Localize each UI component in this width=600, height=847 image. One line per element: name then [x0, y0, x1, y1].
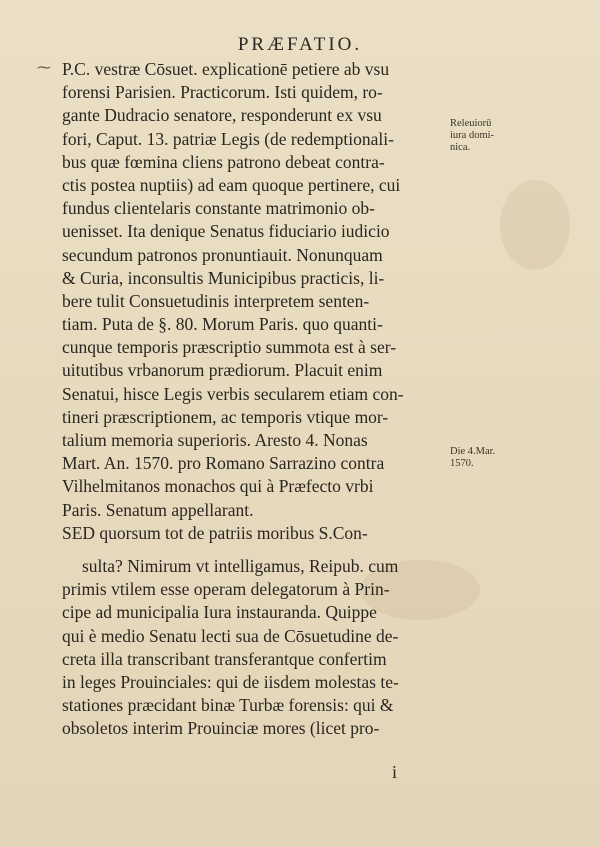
text-line: Senatui, hisce Legis verbis secularem etiam con- — [62, 383, 404, 404]
margin-mark: ⁓ — [37, 61, 51, 76]
text-line: primis vtilem esse operam delegatorum à Prin- — [62, 579, 390, 600]
running-head: PRÆFATIO. — [237, 34, 363, 55]
text-line: fundus clientelaris constante matrimonio ob- — [62, 198, 375, 219]
text-line — [62, 740, 442, 763]
text-line: creta illa transcribant transferantque confertim — [62, 648, 387, 669]
margin-note-line: Die 4.Mar. — [450, 446, 496, 457]
text-line: secundum patronos pronuntiauit. Nonunquam — [62, 244, 383, 265]
text-line: ctis postea nuptiis) ad eam quoque pertinere, cui — [62, 174, 401, 195]
margin-note-line: 1570. — [450, 458, 474, 469]
body-text — [62, 58, 442, 787]
margin-note — [450, 446, 520, 470]
text-line: fori, Caput. 13. patriæ Legis (de redemptionali- — [62, 128, 394, 149]
text-line: sulta? Nimirum vt intelligamus, Reipub. cum — [82, 555, 399, 576]
text-line: & Curia, inconsultis Municipibus practicis, li- — [62, 267, 385, 288]
signature-mark: i — [392, 762, 398, 782]
text-line: obsoletos interim Prouinciæ mores (licet pro- — [62, 718, 380, 739]
text-line: cunque temporis præscriptio summota est à ser- — [62, 337, 397, 358]
text-line: stationes præcidant binæ Turbæ forensis: qui & — [62, 695, 394, 716]
margin-note-line: nica. — [450, 142, 471, 153]
text-line: cipe ad municipalia Iura instauranda. Quippe — [62, 602, 377, 623]
text-line: Vilhelmitanos monachos qui à Præfecto vrbi — [62, 476, 374, 497]
text-line: tiam. Puta de §. 80. Morum Paris. quo quanti- — [62, 314, 383, 335]
text-line: forensi Parisien. Practicorum. Isti quidem, ro- — [62, 82, 383, 103]
text-line: talium memoria superioris. Aresto 4. Nonas — [62, 430, 368, 450]
text-line: gante Dudracio senatore, responderunt ex vsu — [62, 105, 382, 126]
page-stain — [500, 180, 570, 270]
text-line: uitutibus vrbanorum prædiorum. Placuit enim — [62, 360, 383, 381]
margin-note — [450, 118, 520, 154]
text-line: uenisset. Ita denique Senatus fiduciario iudicio — [62, 221, 390, 242]
text-line: qui è medio Senatu lecti sua de Cōsuetudine de- — [62, 625, 399, 646]
text-line: SED quorsum tot de patriis moribus S.Con- — [62, 522, 368, 543]
text-line: P.C. vestræ Cōsuet. explicationē petiere ab vsu — [62, 59, 390, 79]
text-line: bere tulit Consuetudinis interpretem senten- — [62, 290, 370, 311]
text-line: tineri præscriptionem, ac temporis vtique mor- — [62, 406, 389, 427]
margin-note-line: iura domi- — [450, 130, 495, 141]
text-line: Mart. An. 1570. pro Romano Sarrazino contra — [62, 453, 385, 474]
text-line: in leges Prouinciales: qui de iisdem molestas te- — [62, 671, 399, 692]
text-line: bus quæ fœmina cliens patrono debeat contra- — [62, 151, 385, 172]
text-line: Paris. Senatum appellarant. — [62, 499, 254, 520]
margin-note-line: Releuiorū — [450, 118, 492, 129]
text-line — [62, 764, 442, 787]
